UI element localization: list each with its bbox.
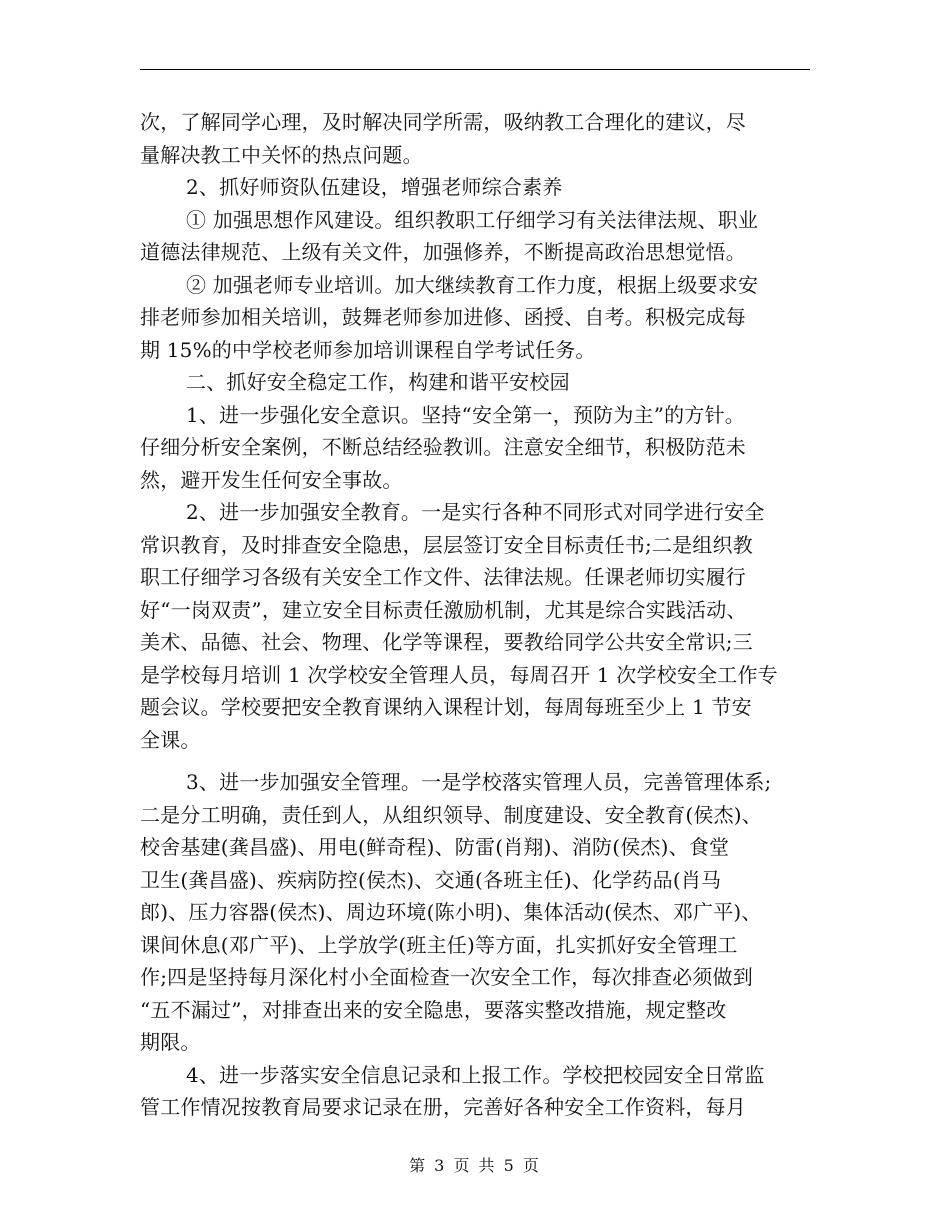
text-line: 次，了解同学心理，及时解决同学所需，吸纳教工合理化的建议，尽 — [140, 110, 746, 134]
text-line: 题会议。学校要把安全教育课纳入课程计划，每周每班至少上 1 节安 — [140, 695, 752, 719]
text-line: 课间休息(邓广平)、上学放学(班主任)等方面，扎实抓好安全管理工 — [140, 932, 738, 957]
header-rule — [140, 69, 810, 70]
text-line: 仔细分析安全案例，不断总结经验教训。注意安全细节，积极防范未 — [140, 435, 746, 459]
paragraph-gap — [140, 756, 812, 766]
text-line: 常识教育，及时排查安全隐患，层层签订安全目标责任书;二是组织教 — [140, 532, 753, 557]
text-line: 2、进一步加强安全教育。一是实行各种不同形式对同学进行安全 — [186, 500, 765, 524]
text-line: ② 加强老师专业培训。加大继续教育工作力度，根据上级要求安 — [186, 272, 759, 297]
text-line: 然，避开发生任何安全事故。 — [140, 467, 403, 492]
text-line: 二是分工明确，责任到人，从组织领导、制度建设、安全教育(侯杰)、 — [140, 802, 763, 827]
text-line: 排老师参加相关培训，鼓舞老师参加进修、函授、自考。积极完成每 — [140, 305, 746, 329]
text-line: 作;四是坚持每月深化村小全面检查一次安全工作，每次排查必须做到 — [140, 965, 753, 989]
text-line: “五不漏过”，对排查出来的安全隐患，要落实整改措施，规定整改 — [140, 997, 727, 1022]
text-line: 卫生(龚昌盛)、疾病防控(侯杰)、交通(各班主任)、化学药品(肖马 — [140, 867, 722, 892]
text-line: 道德法律规范、上级有关文件，加强修养，不断提高政治思想觉悟。 — [140, 240, 746, 264]
text-line: 郎)、压力容器(侯杰)、周边环境(陈小明)、集体活动(侯杰、邓广平)、 — [140, 900, 762, 924]
page-number-footer: 第 3 页 共 5 页 — [409, 1156, 541, 1175]
section-heading: 二、抓好安全稳定工作，构建和谐平安校园 — [186, 370, 570, 394]
section-heading: 2、抓好师资队伍建设，增强老师综合素养 — [186, 175, 563, 199]
text-line: 美术、品德、社会、物理、化学等课程，要教给同学公共安全常识;三 — [140, 630, 753, 654]
text-line: 期 15%的中学校老师参加培训课程自学考试任务。 — [140, 337, 596, 362]
text-line: 职工仔细学习各级有关安全工作文件、法律法规。任课老师切实履行 — [140, 565, 746, 589]
text-line: 期限。 — [140, 1030, 201, 1054]
text-line: 是学校每月培训 1 次学校安全管理人员，每周召开 1 次学校安全工作专 — [140, 662, 778, 687]
text-line: 全课。 — [140, 727, 201, 752]
text-line: 量解决教工中关怀的热点问题。 — [140, 142, 423, 167]
body-text — [140, 106, 812, 1124]
text-line: 4、进一步落实安全信息记录和上报工作。学校把校园安全日常监 — [186, 1062, 765, 1087]
text-line: 管工作情况按教育局要求记录在册，完善好各种安全工作资料，每月 — [140, 1095, 746, 1119]
text-line: 1、进一步强化安全意识。坚持“安全第一，预防为主”的方针。 — [186, 402, 745, 427]
text-line: 校舍基建(龚昌盛)、用电(鲜奇程)、防雷(肖翔)、消防(侯杰)、食堂 — [140, 835, 730, 859]
text-line: ① 加强思想作风建设。组织教职工仔细学习有关法律法规、职业 — [186, 207, 759, 232]
text-line: 3、进一步加强安全管理。一是学校落实管理人员，完善管理体系; — [186, 770, 772, 794]
text-line: 好“一岗双责”，建立安全目标责任激励机制，尤其是综合实践活动、 — [140, 597, 747, 622]
